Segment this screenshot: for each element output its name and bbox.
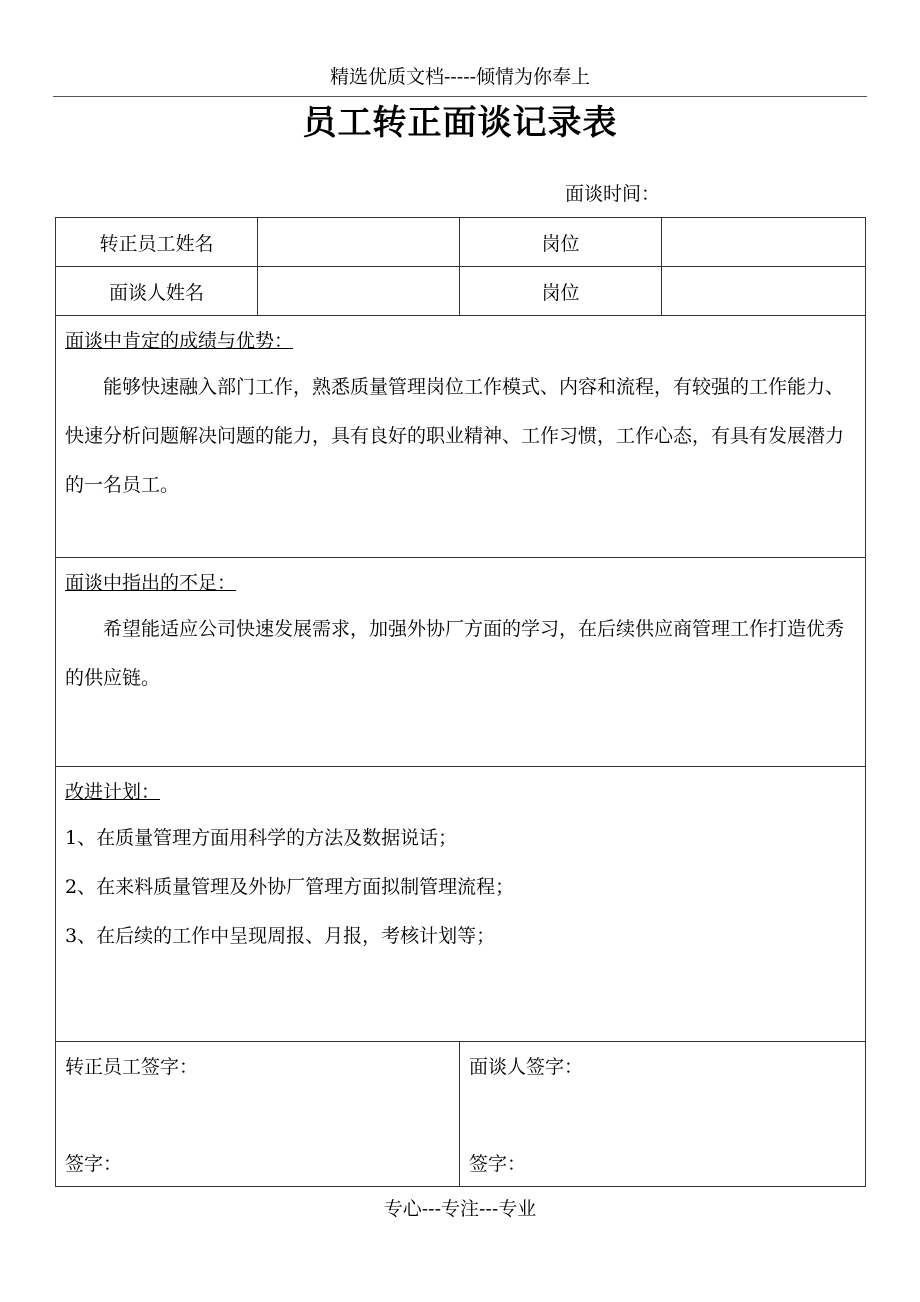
page-footer: 专心---专注---专业 [383, 1198, 537, 1220]
plan-heading: 改进计划： [65, 781, 161, 803]
page-header: 精选优质文档-----倾情为你奉上 [329, 66, 591, 88]
employee-signature-cell[interactable] [56, 1042, 460, 1187]
employee-signature-label: 转正员工签字： [65, 1056, 199, 1078]
weaknesses-heading: 面谈中指出的不足： [65, 572, 237, 594]
interviewer-position-field[interactable] [662, 267, 866, 316]
employee-name-field[interactable] [258, 218, 460, 267]
plan-row [56, 767, 866, 1042]
weaknesses-row [56, 558, 866, 767]
plan-item: 3、在后续的工作中呈现周报、月报，考核计划等； [65, 925, 496, 947]
strengths-row [56, 316, 866, 558]
signature-row [56, 1042, 866, 1187]
interviewer-signature-cell[interactable] [460, 1042, 866, 1187]
document-title: 员工转正面谈记录表 [302, 103, 618, 143]
plan-section[interactable] [56, 767, 866, 1042]
plan-item: 1、在质量管理方面用科学的方法及数据说话； [65, 827, 458, 849]
interviewer-signature-label: 面谈人签字： [469, 1056, 584, 1078]
employee-position-label: 岗位 [460, 218, 662, 267]
employee-sign-label: 签字： [65, 1153, 123, 1175]
interview-time-label: 面谈时间： [565, 183, 661, 205]
strengths-heading: 面谈中肯定的成绩与优势： [65, 330, 294, 352]
interviewer-row [56, 267, 866, 316]
strengths-text: 能够快速融入部门工作，熟悉质量管理岗位工作模式、内容和流程，有较强的工作能力、快速分析问题解决问题的能力，具有良好的职业精神、工作习惯，工作心态，有具有发展潜力的一名员工。 [65, 376, 845, 496]
header-divider [53, 96, 867, 97]
interviewer-position-label: 岗位 [460, 267, 662, 316]
interviewer-sign-label: 签字： [469, 1153, 527, 1175]
interviewer-name-label: 面谈人姓名 [56, 267, 258, 316]
employee-position-field[interactable] [662, 218, 866, 267]
employee-row [56, 218, 866, 267]
interviewer-name-field[interactable] [258, 267, 460, 316]
weaknesses-section[interactable] [56, 558, 866, 767]
plan-item: 2、在来料质量管理及外协厂管理方面拟制管理流程； [65, 876, 515, 898]
weaknesses-text: 希望能适应公司快速发展需求，加强外协厂方面的学习，在后续供应商管理工作打造优秀的供应链。 [65, 618, 845, 689]
employee-name-label: 转正员工姓名 [56, 218, 258, 267]
strengths-section[interactable] [56, 316, 866, 558]
record-table [55, 217, 866, 1187]
